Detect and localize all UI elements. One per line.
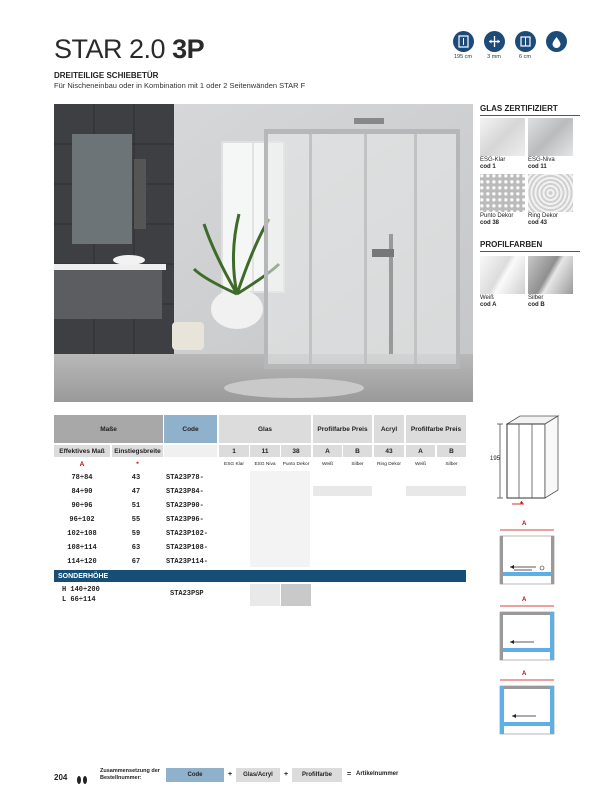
th-einstiegsbreite: Einstiegsbreite [112, 445, 163, 457]
th-profil-preis-1: Profilfarbe Preis [313, 415, 372, 443]
dimension-diagram [492, 412, 572, 512]
profile-heading: PROFILFARBEN [480, 240, 580, 252]
subtitle: DREITEILIGE SCHIEBETÜR [54, 71, 159, 80]
footer-code-box: Code [166, 768, 224, 782]
table-row [54, 513, 219, 527]
mark-a: A [79, 460, 85, 468]
footer-plus-2: + [284, 771, 289, 778]
cell-size: 102÷108 [67, 530, 97, 538]
plan-1-a: A [522, 521, 527, 527]
th-code-b-1: B [343, 445, 372, 457]
feature-thickness-label: 6 cm [519, 54, 531, 60]
title-product: STAR 2.0 [54, 34, 166, 64]
th-code-43: 43 [374, 445, 404, 457]
sub-weiss-2: Weiß [414, 461, 427, 467]
swatch-silber [528, 256, 573, 294]
th-effektives-mass: Effektives Maß [54, 445, 110, 457]
table-row [54, 471, 219, 485]
cell-width: 55 [131, 516, 141, 524]
swatch-silber-label: Silber cod B [528, 295, 545, 308]
glass-thickness-icon [515, 31, 536, 52]
page-title [54, 34, 204, 65]
footprints-icon [76, 772, 88, 790]
table-row [54, 527, 219, 541]
footer-equals: = [347, 771, 352, 778]
sub-silber-2: Silber [445, 461, 458, 467]
table-body [54, 471, 219, 569]
plan-2-a: A [522, 597, 527, 603]
sonder-line-2: L 66÷114 [62, 596, 96, 604]
sonder-price-2 [281, 584, 311, 606]
swatch-ring-dekor [528, 174, 573, 212]
th-code-a-2: A [406, 445, 435, 457]
cell-size: 108÷114 [67, 544, 97, 552]
cell-width: 63 [131, 544, 141, 552]
th-code-a-1: A [313, 445, 342, 457]
swatch-esg-klar-label: ESG-Klar cod 1 [480, 157, 506, 170]
mark-star: * [136, 460, 139, 468]
description: Für Nischeneinbau oder in Kombination mit 1 oder 2 Seitenwänden STAR F [54, 81, 306, 90]
footer-result: Artikelnummer [356, 771, 399, 777]
swatch-weiss [480, 256, 525, 294]
cell-width: 67 [131, 558, 141, 566]
product-photo [54, 104, 473, 402]
sonder-code: STA23PSP [170, 590, 204, 598]
price-area-profil2 [406, 486, 466, 496]
page-number: 204 [54, 773, 68, 782]
cell-width: 51 [131, 502, 141, 510]
feature-height-label: 195 cm [453, 54, 473, 60]
cell-width: 59 [131, 530, 141, 538]
footer-label: Zusammensetzung der Bestellnummer: [100, 768, 160, 781]
title-variant: 3P [172, 34, 205, 64]
sub-silber-1: Silber [351, 461, 364, 467]
table-row [54, 555, 219, 569]
table-row [54, 499, 219, 513]
th-glas: Glas [219, 415, 311, 443]
cell-code: STA23P114- [166, 558, 209, 566]
sub-punto-dekor: Punto Dekor [282, 461, 310, 467]
feature-adjust-label: 3 mm [487, 54, 501, 60]
th-code-11: 11 [250, 445, 280, 457]
sonder-line-1: H 140÷200 [62, 586, 100, 594]
th-code-b-2: B [437, 445, 466, 457]
diagram-star: * [520, 500, 524, 509]
cell-size: 78÷84 [71, 474, 93, 482]
th-profil-preis-2: Profilfarbe Preis [406, 415, 466, 443]
feature-adjust [479, 31, 509, 60]
th-code-38: 38 [281, 445, 311, 457]
sub-esg-klar: ESG Klar [224, 461, 244, 467]
sub-esg-niva: ESG Niva [254, 461, 276, 467]
cell-code: STA23P96- [166, 516, 204, 524]
footer-profil-box: Profilfarbe [292, 768, 342, 782]
swatch-esg-niva-label: ESG-Niva cod 11 [528, 157, 555, 170]
table-row [54, 485, 219, 499]
cell-size: 96÷102 [69, 516, 95, 524]
glass-heading: GLAS ZERTIFIZIERT [480, 104, 580, 116]
th-code-spacer [164, 445, 217, 457]
height-icon [453, 31, 474, 52]
cell-size: 90÷96 [71, 502, 93, 510]
cell-code: STA23P108- [166, 544, 209, 552]
footer-glas-box: Glas/Acryl [236, 768, 280, 782]
sub-ring-dekor: Ring Dekor [377, 461, 401, 467]
swatch-ring-dekor-label: Ring Dekor cod 43 [528, 213, 559, 226]
cell-size: 114÷120 [67, 558, 97, 566]
swatch-esg-klar [480, 118, 525, 156]
cell-width: 47 [131, 488, 141, 496]
cell-code: STA23P102- [166, 530, 209, 538]
th-masse: Maße [54, 415, 163, 443]
cell-width: 43 [131, 474, 141, 482]
th-code: Code [164, 415, 217, 443]
footer-plus-1: + [228, 771, 233, 778]
cell-code: STA23P84- [166, 488, 204, 496]
adjustment-icon [484, 31, 505, 52]
price-area-glas [250, 471, 310, 567]
sub-weiss-1: Weiß [321, 461, 334, 467]
price-area-profil1 [313, 486, 372, 496]
sonder-price-1 [250, 584, 280, 606]
plan-3-a: A [522, 671, 527, 677]
cell-code: STA23P78- [166, 474, 204, 482]
table-row [54, 541, 219, 555]
plan-view-2 [498, 598, 556, 664]
swatch-esg-niva [528, 118, 573, 156]
plan-view-3 [498, 672, 556, 738]
feature-height [448, 31, 478, 60]
swatch-punto-dekor-label: Punto Dekor cod 38 [480, 213, 514, 226]
feature-water [541, 31, 571, 52]
sonder-bar: SONDERHÖHE [54, 570, 466, 582]
diagram-height-label: 195 [490, 456, 501, 462]
th-code-1: 1 [219, 445, 249, 457]
water-drop-icon [546, 31, 567, 52]
cell-code: STA23P90- [166, 502, 204, 510]
cell-size: 84÷90 [71, 488, 93, 496]
swatch-punto-dekor [480, 174, 525, 212]
plan-view-1 [498, 522, 556, 588]
th-acryl: Acryl [374, 415, 404, 443]
feature-thickness [510, 31, 540, 60]
swatch-weiss-label: Weiß cod A [480, 295, 497, 308]
